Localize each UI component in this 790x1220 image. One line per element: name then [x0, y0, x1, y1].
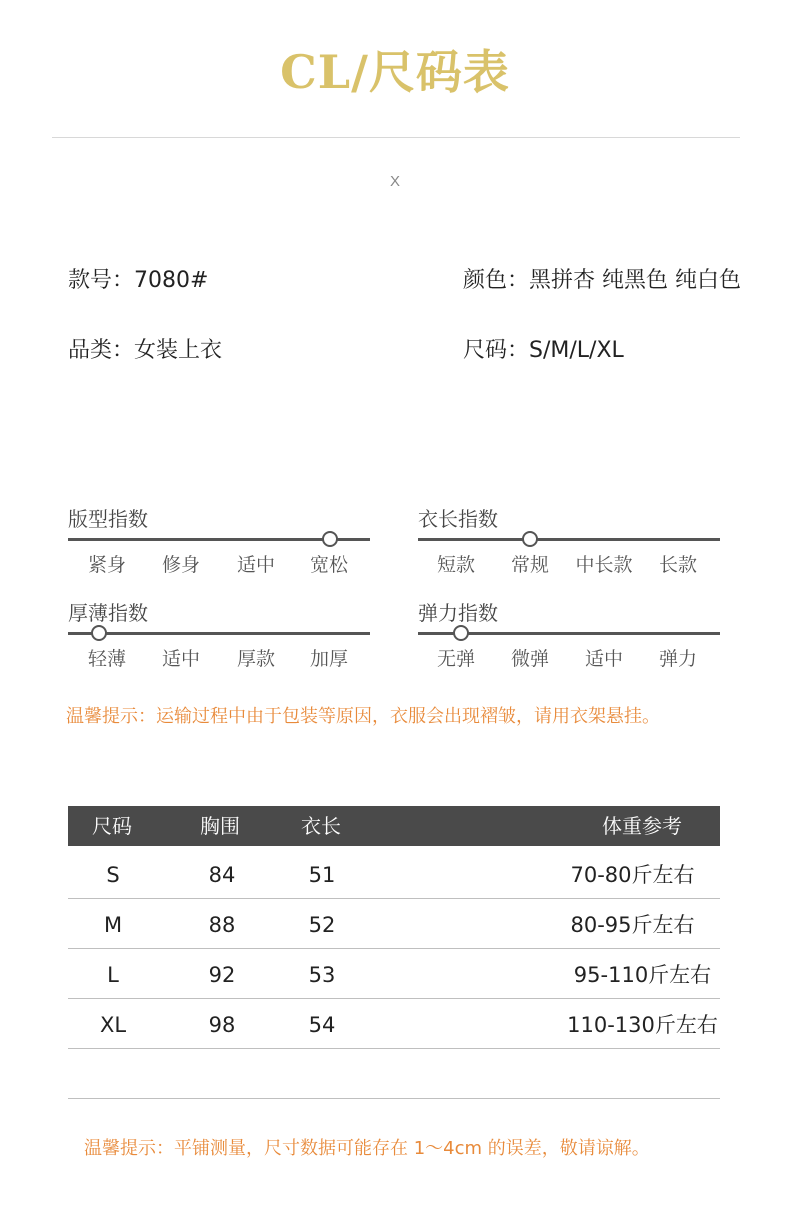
scale-indicator	[453, 625, 469, 641]
page-title: CL/尺码表	[280, 45, 510, 99]
scale-label: 厚款	[236, 648, 275, 670]
scale-label: 修身	[161, 554, 200, 576]
cell-bust: 98	[208, 1013, 236, 1037]
scale-label: 长款	[658, 554, 697, 576]
scale-title: 弹力指数	[418, 601, 498, 625]
size-options: 尺码：S/M/L/XL	[463, 338, 624, 363]
cell-length: 52	[308, 913, 336, 937]
scale-label: 轻薄	[87, 648, 126, 670]
header-bust: 胸围	[200, 814, 240, 838]
scale-label: 微弹	[510, 648, 549, 670]
warm-tip-wrinkles: 温馨提示：运输过程中由于包装等原因，衣服会出现褶皱，请用衣架悬挂。	[66, 706, 660, 727]
scale-label: 短款	[436, 554, 475, 576]
scale-label: 适中	[584, 648, 623, 670]
scale-label: 弹力	[658, 648, 697, 670]
section-divider	[68, 1098, 720, 1099]
cell-weight: 95-110斤左右	[573, 963, 712, 987]
row-divider	[68, 1048, 720, 1049]
cell-length: 51	[308, 863, 336, 887]
cell-weight: 110-130斤左右	[567, 1013, 718, 1037]
header-weight: 体重参考	[602, 814, 682, 838]
cell-weight: 80-95斤左右	[570, 913, 695, 937]
row-divider	[68, 998, 720, 999]
cell-length: 53	[308, 963, 336, 987]
scale-label: 宽松	[309, 554, 348, 576]
scale-indicator	[91, 625, 107, 641]
cell-bust: 92	[208, 963, 236, 987]
scale-label: 中长款	[575, 554, 633, 576]
cell-bust: 84	[208, 863, 236, 887]
scale-indicator	[322, 531, 338, 547]
cell-size: M	[103, 913, 123, 937]
cell-weight: 70-80斤左右	[570, 863, 695, 887]
header-length: 衣长	[301, 814, 341, 838]
scale-label: 无弹	[436, 648, 475, 670]
cell-size: S	[106, 863, 120, 887]
warm-tip-measurement: 温馨提示：平铺测量，尺寸数据可能存在 1～4cm 的误差，敬请谅解。	[84, 1138, 650, 1159]
header-size: 尺码	[92, 814, 132, 838]
scale-title: 版型指数	[68, 507, 148, 531]
scale-track	[418, 538, 720, 541]
style-number: 款号：7080#	[68, 268, 209, 293]
scale-indicator	[522, 531, 538, 547]
cell-bust: 88	[208, 913, 236, 937]
row-divider	[68, 948, 720, 949]
scale-label: 适中	[236, 554, 275, 576]
scale-label: 紧身	[87, 554, 126, 576]
cell-size: L	[107, 963, 119, 987]
scale-title: 衣长指数	[418, 507, 498, 531]
scale-label: 加厚	[309, 648, 348, 670]
scale-title: 厚薄指数	[68, 601, 148, 625]
cell-length: 54	[308, 1013, 336, 1037]
cell-size: XL	[99, 1013, 127, 1037]
close-icon: X	[389, 173, 400, 190]
color-options: 颜色：黑拼杏 纯黑色 纯白色	[463, 268, 741, 293]
scale-label: 常规	[510, 554, 549, 576]
title-divider	[52, 137, 740, 138]
category: 品类：女装上衣	[68, 338, 223, 363]
scale-track	[68, 632, 370, 635]
scale-label: 适中	[161, 648, 200, 670]
row-divider	[68, 898, 720, 899]
